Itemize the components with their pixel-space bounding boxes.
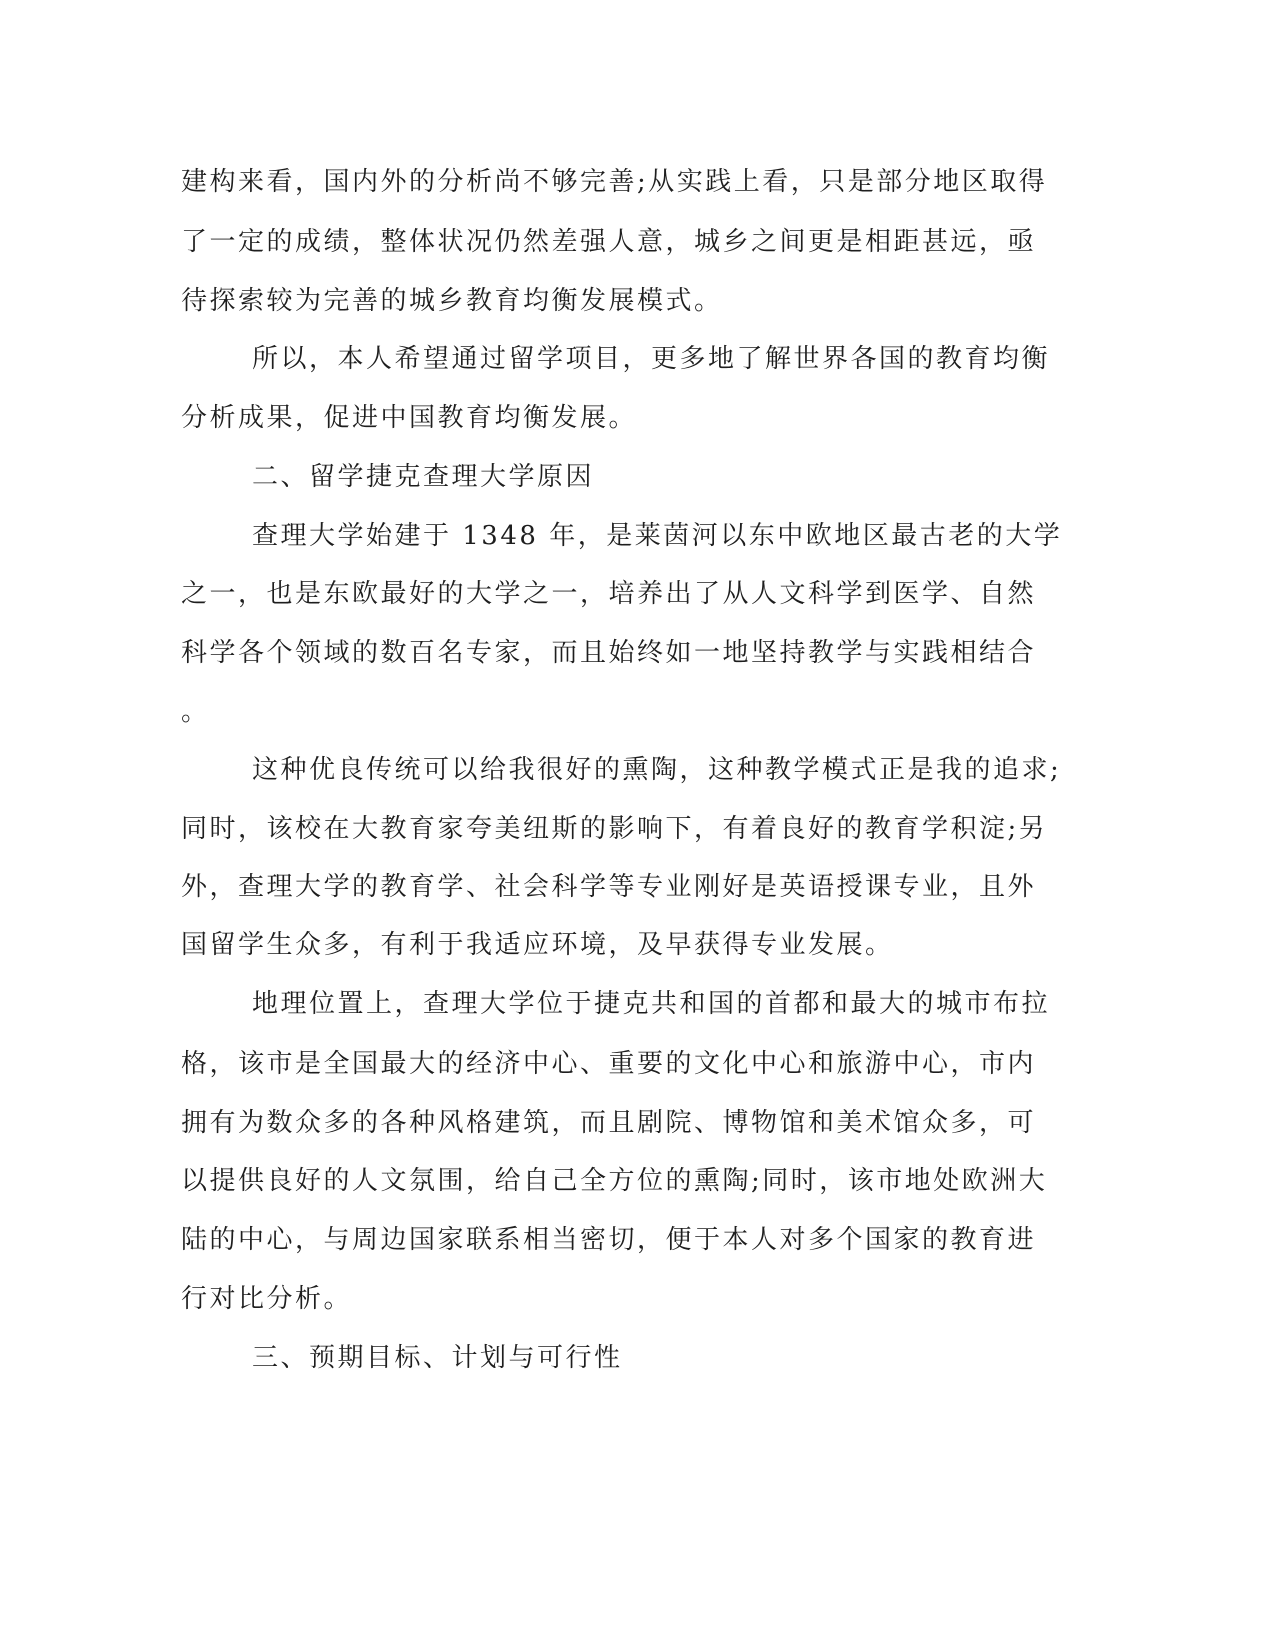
text-line: 所以，本人希望通过留学项目，更多地了解世界各国的教育均衡 — [252, 344, 1051, 374]
text-line: 外，查理大学的教育学、社会科学等专业刚好是英语授课专业，且外 — [181, 872, 1037, 902]
text-line: 同时，该校在大教育家夸美纽斯的影响下，有着良好的教育学积淀;另 — [181, 814, 1048, 844]
text-line: 分析成果，促进中国教育均衡发展。 — [181, 403, 638, 433]
text-line: 。 — [181, 697, 210, 727]
text-line: 地理位置上，查理大学位于捷克共和国的首都和最大的城市布拉 — [252, 989, 1051, 1019]
text-line: 了一定的成绩，整体状况仍然差强人意，城乡之间更是相距甚远，亟 — [181, 227, 1037, 257]
section-heading: 三、预期目标、计划与可行性 — [252, 1343, 623, 1373]
text-line: 查理大学始建于 1348 年，是莱茵河以东中欧地区最古老的大学 — [252, 521, 1063, 551]
text-line: 待探索较为完善的城乡教育均衡发展模式。 — [181, 286, 723, 316]
text-line: 行对比分析。 — [181, 1284, 353, 1314]
text-line: 以提供良好的人文氛围，给自己全方位的熏陶;同时，该市地处欧洲大 — [181, 1166, 1048, 1196]
text-line: 陆的中心，与周边国家联系相当密切，便于本人对多个国家的教育进 — [181, 1225, 1037, 1255]
text-line: 国留学生众多，有利于我适应环境，及早获得专业发展。 — [181, 930, 894, 960]
section-heading: 二、留学捷克查理大学原因 — [252, 462, 595, 492]
text-line: 拥有为数众多的各种风格建筑，而且剧院、博物馆和美术馆众多，可 — [181, 1108, 1037, 1138]
text-line: 建构来看，国内外的分析尚不够完善;从实践上看，只是部分地区取得 — [181, 167, 1048, 197]
text-line: 科学各个领域的数百名专家，而且始终如一地坚持教学与实践相结合 — [181, 638, 1037, 668]
text-line: 之一，也是东欧最好的大学之一，培养出了从人文科学到医学、自然 — [181, 579, 1037, 609]
text-line: 这种优良传统可以给我很好的熏陶，这种教学模式正是我的追求; — [252, 755, 1062, 785]
text-line: 格，该市是全国最大的经济中心、重要的文化中心和旅游中心，市内 — [181, 1049, 1037, 1079]
